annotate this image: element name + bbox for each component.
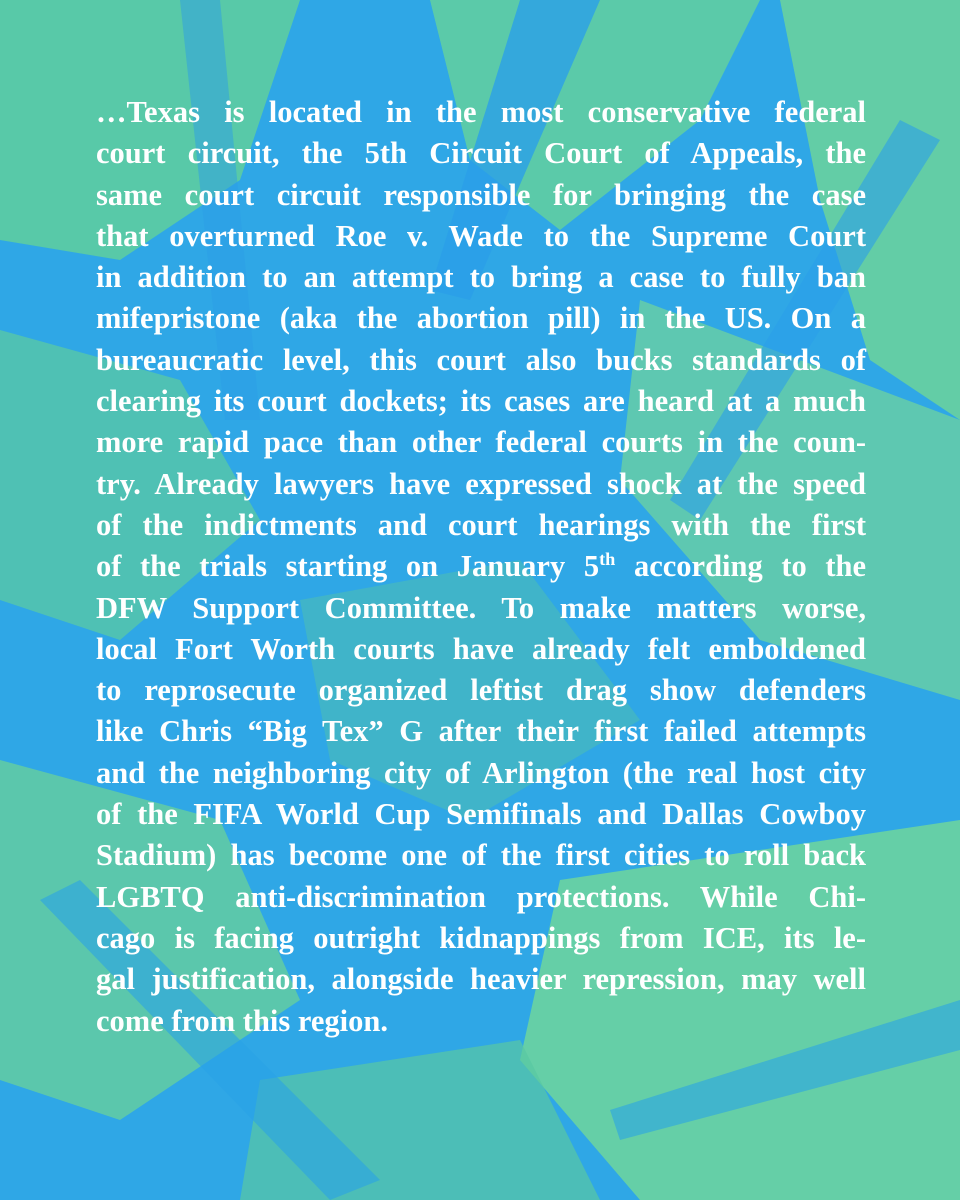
article-line: clearing its court dockets; its cases are heard at a much [96, 384, 866, 419]
article-line: in addition to an attempt to bring a case to fully ban [96, 260, 866, 295]
ordinal-superscript: th [599, 549, 616, 570]
article-line: DFW Support Committee. To make matters worse, [96, 590, 866, 625]
article-line: try. Already lawyers have expressed shock at the speed [96, 466, 866, 501]
article-line: more rapid pace than other federal courts in the coun- [96, 425, 866, 460]
article-text [96, 92, 866, 1042]
article-line: of the indictments and court hearings with the first [96, 507, 866, 542]
article-line: same court circuit responsible for bringing the case [96, 177, 866, 212]
article-line: and the neighboring city of Arlington (the real host city [96, 755, 866, 790]
line-text: of the trials starting on January 5 [96, 549, 600, 584]
line-text-tail: according to the [615, 549, 866, 584]
article-line: gal justification, alongside heavier repression, may well [96, 962, 866, 997]
article-line: of the FIFA World Cup Semifinals and Dallas Cowboy [96, 797, 866, 832]
article-line: come from this region. [96, 1003, 388, 1038]
article-line: like Chris “Big Tex” G after their first failed attempts [96, 714, 866, 749]
article-line: cago is facing outright kidnappings from ICE, its le- [96, 920, 866, 955]
article-line: bureaucratic level, this court also bucks standards of [96, 342, 866, 377]
article-line-with-superscript [96, 546, 866, 587]
article-line: that overturned Roe v. Wade to the Supreme Court [96, 218, 866, 253]
article-line: LGBTQ anti-discrimination protections. While Chi- [96, 879, 866, 914]
article-line: court circuit, the 5th Circuit Court of Appeals, the [96, 136, 866, 171]
article-line: Stadium) has become one of the first cities to roll back [96, 838, 866, 873]
article-line: local Fort Worth courts have already felt emboldened [96, 631, 866, 666]
article-line: …Texas is located in the most conservative federal [96, 95, 866, 129]
article-line: to reprosecute organized leftist drag show defenders [96, 673, 866, 708]
article-line: mifepristone (aka the abortion pill) in the US. On a [96, 301, 866, 336]
